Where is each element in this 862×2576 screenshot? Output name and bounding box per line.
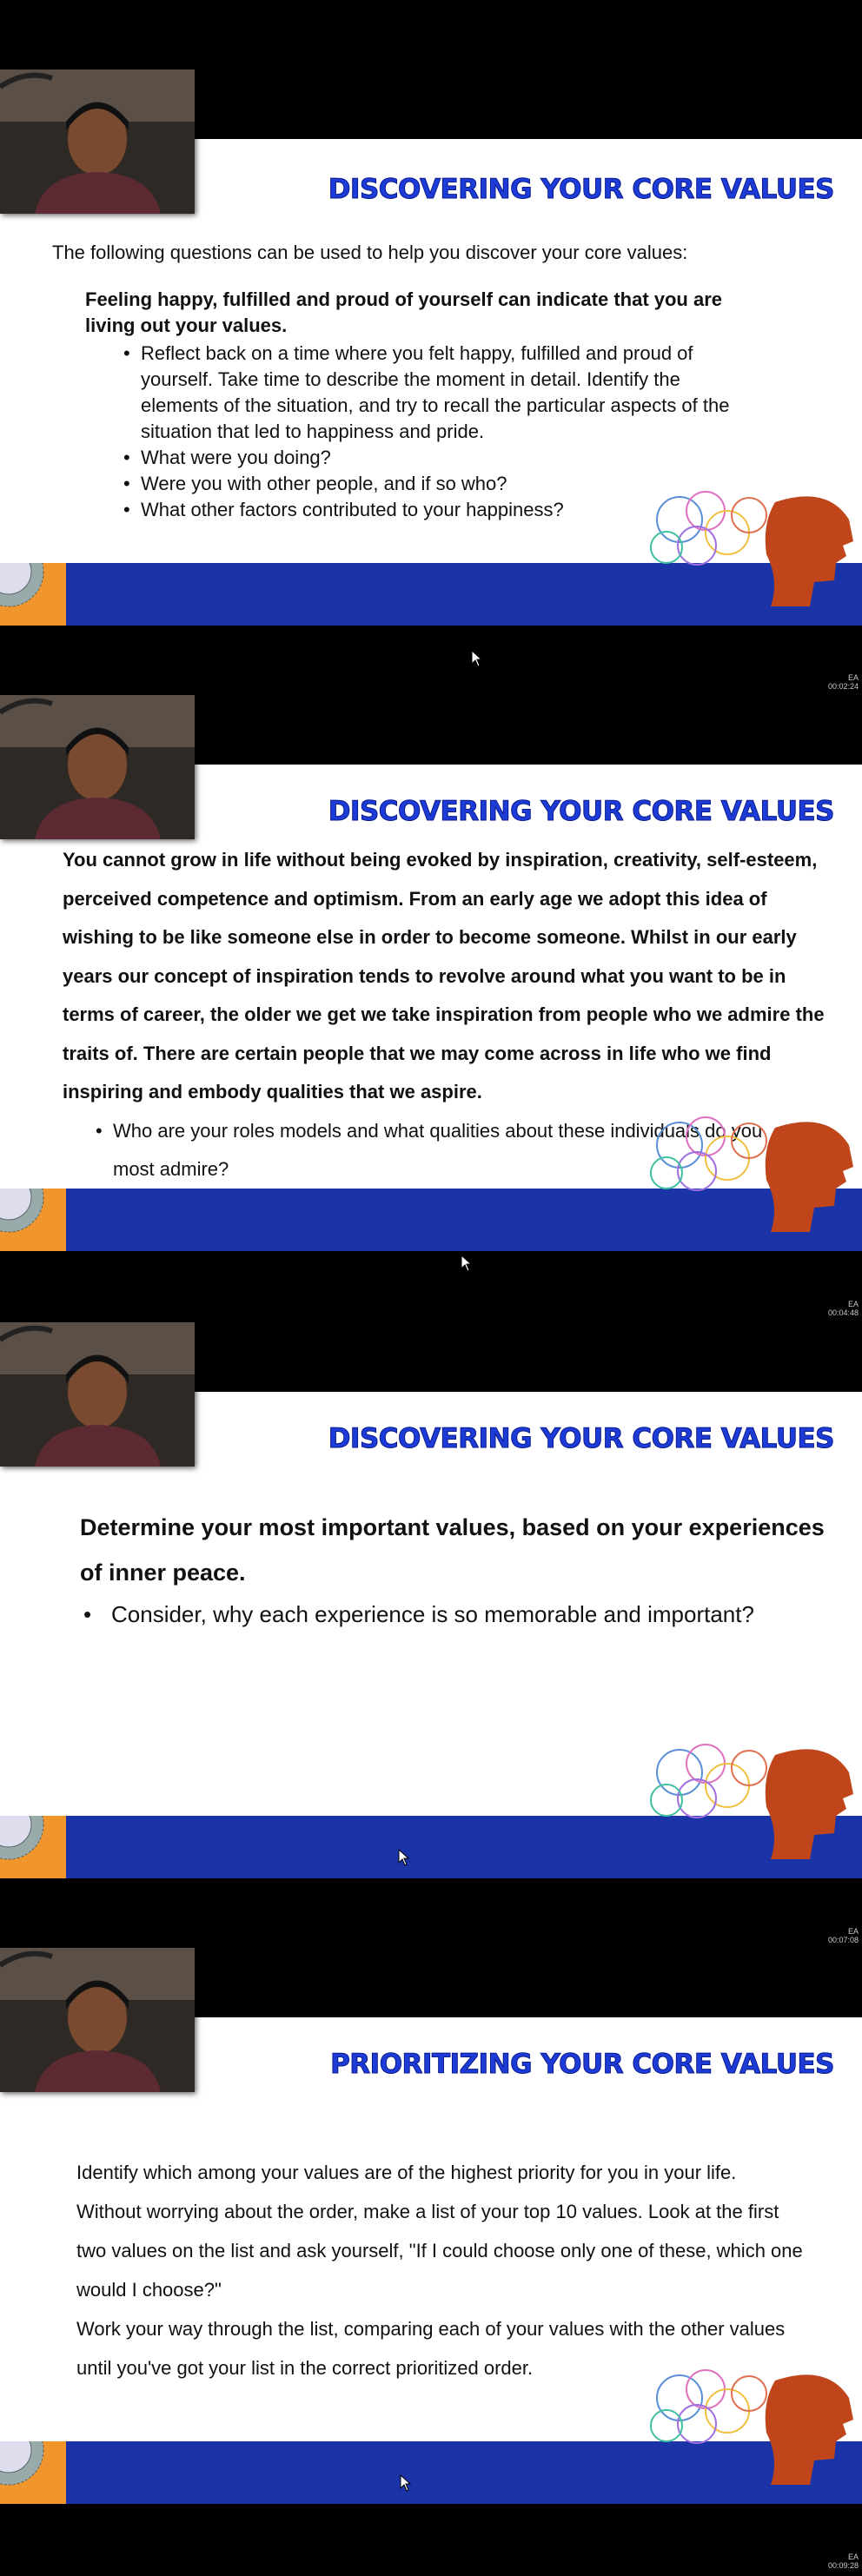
mouse-cursor-icon xyxy=(398,1849,410,1866)
slide-paragraph: Work your way through the list, comparing each of your values with the other values until you've got your list in the correct prioritized order. xyxy=(76,2318,786,2379)
slide-title: DISCOVERING YOUR CORE VALUES xyxy=(328,1423,834,1454)
presenter-image xyxy=(0,70,195,214)
timestamp: 00:04:48 xyxy=(827,1308,859,1317)
slide-paragraph: Identify which among your values are of the highest priority for you in your life. Without worrying about the order, make a list of your top 10 values. Look at the first two values on the list and ask yourself, "If I could choose only one of these, which one would I choose?" xyxy=(76,2162,803,2301)
logo-text: EA xyxy=(847,673,859,682)
slide-bold-text: Determine your most important values, based on your experiences of inner peace. xyxy=(80,1514,825,1586)
slide-bold-text: Feeling happy, fulfilled and proud of yourself can indicate that you are living out your values. xyxy=(85,288,723,336)
timestamp: 00:07:08 xyxy=(827,1936,859,1944)
presenter-image xyxy=(0,1322,195,1467)
video-frame-1 xyxy=(0,0,862,691)
head-logo-icon xyxy=(619,1738,862,1859)
list-item: • Reflect back on a time where you felt happy, fulfilled and proud of yourself. Take time to describe the moment in detail. Identify the elements of the situation, and try to recall the particular aspects of the situation that led to happiness and pride. xyxy=(118,341,753,445)
watermark xyxy=(828,2553,859,2570)
logo-text: EA xyxy=(847,1300,859,1308)
bullet-list xyxy=(78,1597,826,1632)
timestamp: 00:02:24 xyxy=(827,682,859,691)
head-logo-icon xyxy=(619,485,862,606)
presenter-image xyxy=(0,695,195,839)
watermark xyxy=(828,1927,859,1944)
list-item: • Consider, why each experience is so memorable and important? xyxy=(78,1597,826,1632)
slide-intro: The following questions can be used to help you discover your core values: xyxy=(52,242,688,263)
timestamp: 00:09:28 xyxy=(827,2561,859,2570)
slide-title: DISCOVERING YOUR CORE VALUES xyxy=(328,796,834,827)
mouse-cursor-icon xyxy=(471,650,483,667)
mandala-icon xyxy=(0,1816,66,1878)
webcam-overlay xyxy=(0,1948,195,2092)
mouse-cursor-icon xyxy=(461,1255,473,1272)
video-frame-2 xyxy=(0,695,862,1321)
video-frame-4 xyxy=(0,1948,862,2576)
presenter-image xyxy=(0,1948,195,2092)
list-item: • Were you with other people, and if so who? xyxy=(118,471,753,497)
video-frame-3 xyxy=(0,1322,862,1948)
webcam-overlay xyxy=(0,1322,195,1467)
logo-text: EA xyxy=(847,1927,859,1936)
watermark xyxy=(828,1300,859,1317)
slide-title: PRIORITIZING YOUR CORE VALUES xyxy=(330,2049,834,2080)
mandala-icon xyxy=(0,2441,66,2504)
slide-bold-text: You cannot grow in life without being evoked by inspiration, creativity, self-esteem, perceived competence and optimism. From an early age we adopt this idea of wishing to be like someone else in order to become someone. Whilst in our early years our concept of inspiration tends to revolve around what you want to be in terms of career, the older we get we take inspiration from people who we admire the traits of. There are certain people that we may come across in life who we find inspiring and embody qualities that we aspire. xyxy=(63,849,825,1103)
watermark xyxy=(828,673,859,691)
mouse-cursor-icon xyxy=(400,2474,412,2492)
head-logo-icon xyxy=(619,1110,862,1232)
mandala-icon xyxy=(0,563,66,626)
mandala-icon xyxy=(0,1189,66,1251)
list-item: • What other factors contributed to your happiness? xyxy=(118,497,753,523)
webcam-overlay xyxy=(0,695,195,839)
slide-title: DISCOVERING YOUR CORE VALUES xyxy=(328,174,834,205)
list-item: • Who are your roles models and what qualities about these individuals do you most admire? xyxy=(90,1112,803,1189)
webcam-overlay xyxy=(0,70,195,214)
head-logo-icon xyxy=(619,2363,862,2485)
logo-text: EA xyxy=(847,2553,859,2561)
list-item: • What were you doing? xyxy=(118,445,753,471)
